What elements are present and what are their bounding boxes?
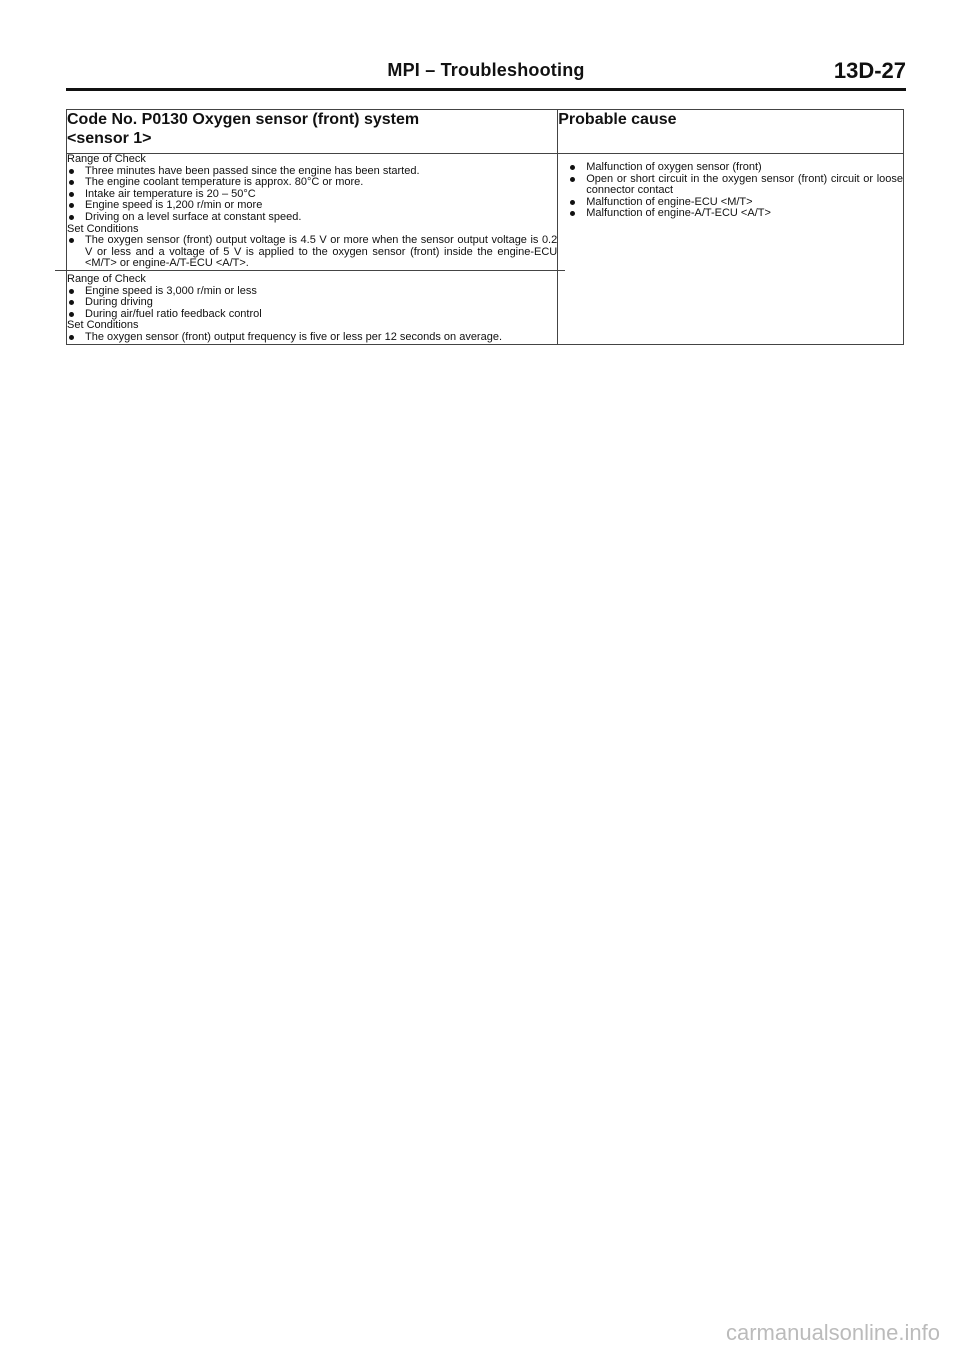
diagnostic-table [66, 109, 904, 345]
page-number: 13D-27 [833, 58, 906, 83]
range-list-1 [67, 166, 557, 224]
causes-cell [558, 154, 904, 345]
range-of-check-label: Range of Check [67, 153, 146, 165]
list-item: During driving [67, 297, 557, 309]
set-conditions-label: Set Conditions [67, 222, 139, 235]
bullet-icon [69, 215, 74, 220]
bullet-icon [69, 238, 74, 243]
list-item: Three minutes have been passed since the engine has been started. [67, 166, 557, 178]
range-list-2 [67, 286, 557, 321]
list-item: Intake air temperature is 20 – 50°C [67, 189, 557, 201]
bullet-icon [69, 192, 74, 197]
conditions-cell [67, 154, 558, 345]
bullet-icon [69, 335, 74, 340]
table-body-row [67, 154, 904, 345]
list-item: The engine coolant temperature is approx. 80°C or more. [67, 177, 557, 189]
list-item: Malfunction of oxygen sensor (front) [568, 162, 903, 174]
list-item: Engine speed is 1,200 r/min or more [67, 200, 557, 212]
cause-title-cell [558, 110, 904, 154]
code-subtitle: <sensor 1> [67, 130, 152, 147]
code-title-cell [67, 110, 558, 154]
bullet-icon [570, 200, 575, 205]
header-rule [66, 88, 906, 91]
bullet-icon [570, 211, 575, 216]
bullet-icon [570, 177, 575, 182]
bullet-icon [69, 180, 74, 185]
list-item: Engine speed is 3,000 r/min or less [67, 286, 557, 298]
watermark: carmanualsonline.info [725, 1320, 940, 1345]
check-block-1 [67, 154, 557, 270]
list-item: Malfunction of engine-ECU <M/T> [568, 197, 903, 209]
bullet-icon [69, 169, 74, 174]
code-title: Code No. P0130 Oxygen sensor (front) system [67, 111, 420, 128]
list-item: The oxygen sensor (front) output frequency is five or less per 12 seconds on average. [67, 332, 557, 344]
cause-list [568, 154, 903, 220]
section-title: MPI – Troubleshooting [387, 60, 585, 80]
cause-title: Probable cause [558, 111, 677, 128]
page-header [66, 58, 906, 88]
list-item: Open or short circuit in the oxygen sensor (front) circuit or loose connector contact [568, 174, 903, 197]
bullet-icon [69, 300, 74, 305]
table-header-row [67, 110, 904, 154]
list-item: Driving on a level surface at constant speed. [67, 212, 557, 224]
list-item: During air/fuel ratio feedback control [67, 309, 557, 321]
set-conditions-label: Set Conditions [67, 319, 139, 332]
bullet-icon [69, 203, 74, 208]
bullet-icon [69, 312, 74, 317]
bullet-icon [69, 289, 74, 294]
range-of-check-label: Range of Check [67, 272, 146, 285]
set-list-2 [67, 332, 557, 344]
list-item: The oxygen sensor (front) output voltage is 4.5 V or more when the sensor output voltage is 0.2 V or less and a voltage of 5 V is applied to the oxygen sensor (front) inside the engine-ECU <M/T> or engine-A/T-ECU <A/T>. [67, 235, 557, 270]
check-block-2 [67, 271, 557, 344]
bullet-icon [570, 165, 575, 170]
list-item: Malfunction of engine-A/T-ECU <A/T> [568, 208, 903, 220]
set-list-1 [67, 235, 557, 270]
